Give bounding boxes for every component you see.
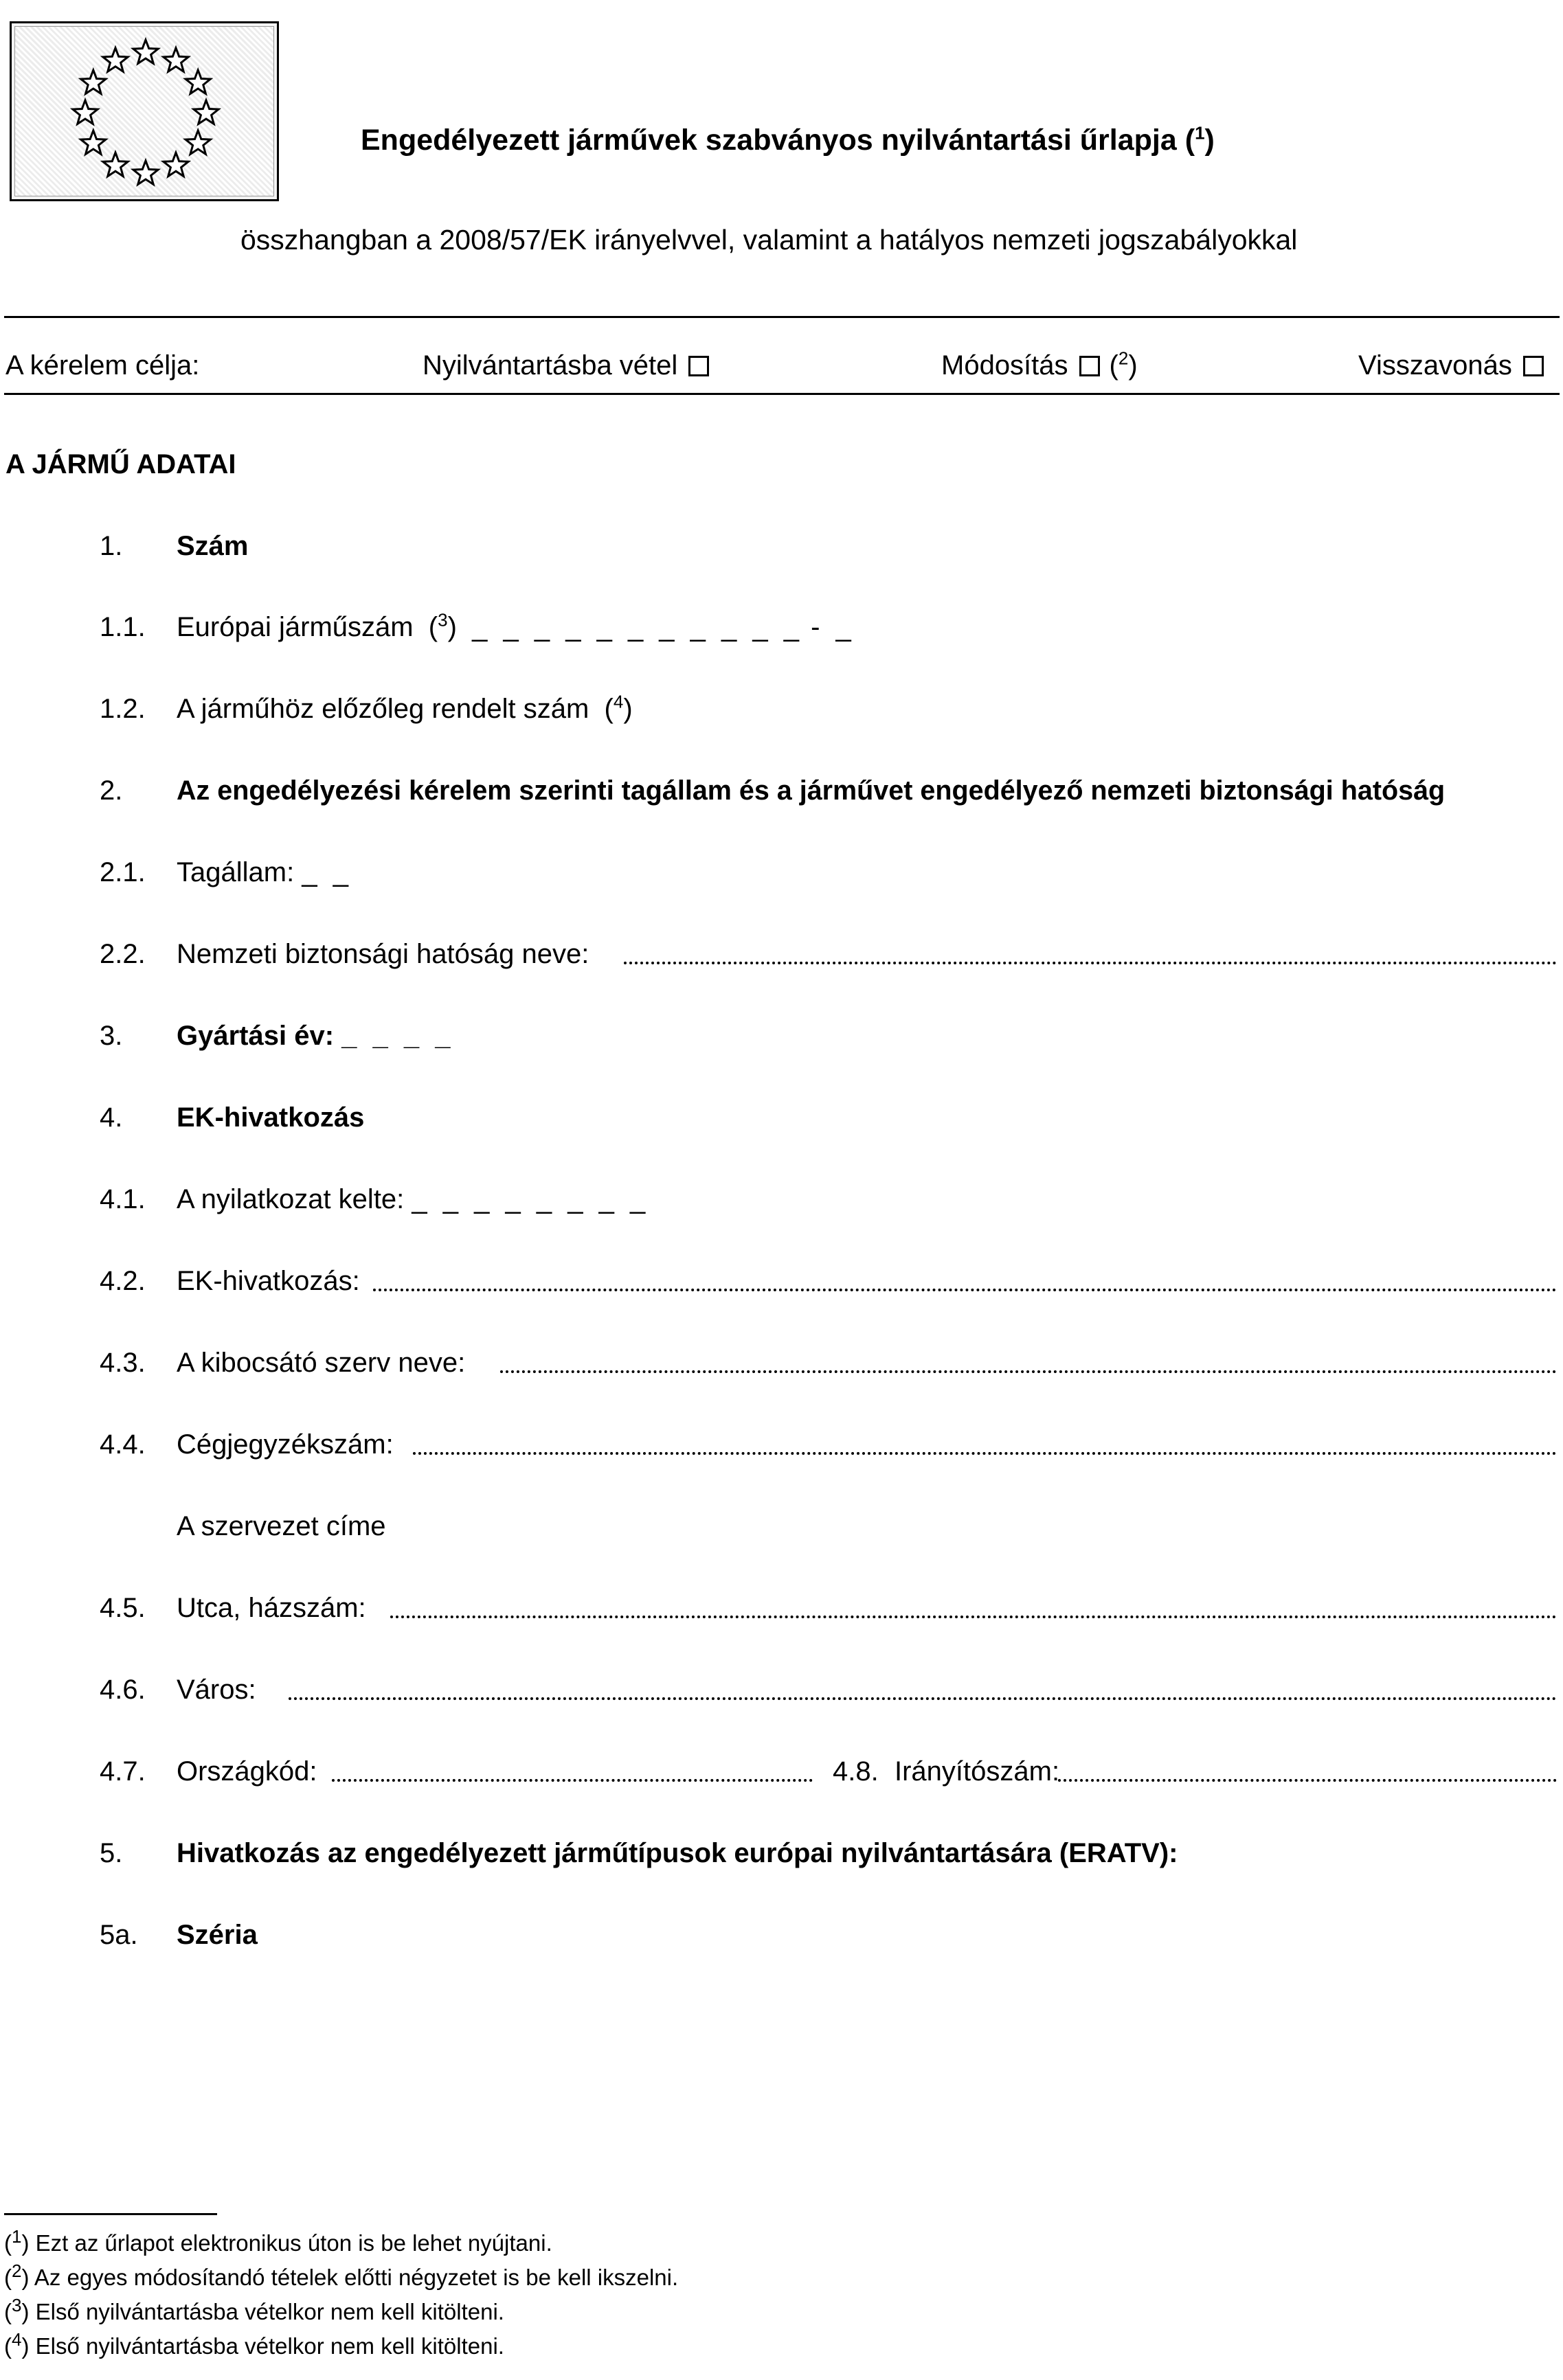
item-2-2-number: 2.2. — [100, 939, 146, 969]
star-icon — [185, 70, 210, 93]
star-icon — [164, 152, 188, 176]
item-4-5-number: 4.5. — [100, 1593, 146, 1623]
item-5a-number: 5a. — [100, 1920, 138, 1950]
divider-top — [4, 316, 1560, 318]
item-4-3-number: 4.3. — [100, 1348, 146, 1378]
item-4-8-label: Irányítószám: — [895, 1756, 1060, 1787]
item-1-number: 1. — [100, 531, 123, 561]
item-4-3-label: A kibocsátó szerv neve: — [177, 1348, 466, 1378]
item-4-2-number: 4.2. — [100, 1266, 146, 1296]
purpose-registration[interactable]: Nyilvántartásba vétel — [423, 349, 709, 382]
item-4-6-input[interactable] — [289, 1697, 1557, 1700]
item-1-2-field[interactable]: A járműhöz előzőleg rendelt szám ($^4$) — [177, 691, 633, 724]
footnote-4: ($^4$) Első nyilvántartásba vételkor nem kell kitölteni. — [4, 2329, 504, 2359]
footnote-rule — [4, 2213, 217, 2215]
item-4-4-input[interactable] — [413, 1452, 1557, 1455]
item-4-4-number: 4.4. — [100, 1429, 146, 1460]
item-5a-label: Széria — [177, 1920, 258, 1950]
star-icon — [103, 152, 128, 176]
modification-checkbox-icon[interactable] — [1079, 356, 1100, 376]
address-heading: A szervezet címe — [177, 1511, 386, 1541]
item-4-7-number: 4.7. — [100, 1756, 146, 1787]
eu-stars-icon — [10, 21, 279, 201]
item-1-label: Szám — [177, 531, 249, 561]
item-4-5-label: Utca, házszám: — [177, 1593, 366, 1623]
item-4-8-input[interactable] — [1058, 1779, 1557, 1782]
item-2-number: 2. — [100, 775, 123, 806]
divider-purpose — [4, 393, 1560, 395]
registration-checkbox-icon[interactable] — [688, 356, 709, 376]
withdrawal-checkbox-icon[interactable] — [1523, 356, 1544, 376]
star-icon — [185, 131, 210, 154]
item-4-number: 4. — [100, 1102, 123, 1133]
item-2-2-label: Nemzeti biztonsági hatóság neve: — [177, 939, 589, 969]
star-icon — [194, 100, 218, 124]
item-3-number: 3. — [100, 1021, 123, 1051]
footnote-2: ($^2$) Az egyes módosítandó tételek előtti négyzetet is be kell ikszelni. — [4, 2260, 679, 2290]
item-1-1-field[interactable]: Európai járműszám ($^3$) _ _ _ _ _ _ _ _ _ _ _ - _ — [177, 609, 855, 642]
item-3-field[interactable]: Gyártási év: _ _ _ _ — [177, 1021, 455, 1051]
footnote-3: ($^3$) Első nyilvántartásba vételkor nem kell kitölteni. — [4, 2295, 504, 2324]
purpose-withdrawal[interactable]: Visszavonás — [1358, 349, 1544, 382]
item-4-7-label: Országkód: — [177, 1756, 317, 1787]
form-subtitle: összhangban a 2008/57/EK irányelvvel, valamint a hatályos nemzeti jogszabályokkal — [240, 224, 1298, 256]
item-4-3-input[interactable] — [500, 1370, 1557, 1373]
item-2-label: Az engedélyezési kérelem szerinti tagállam és a járművet engedélyező nemzeti biztonsági hatóság — [177, 775, 1446, 806]
item-4-6-label: Város: — [177, 1675, 256, 1705]
item-2-2-input[interactable] — [624, 962, 1557, 964]
star-icon — [133, 161, 158, 184]
item-4-2-label: EK-hivatkozás: — [177, 1266, 360, 1296]
item-4-1-field[interactable]: A nyilatkozat kelte: _ _ _ _ _ _ _ _ — [177, 1184, 650, 1214]
purpose-label: A kérelem célja: — [5, 350, 200, 381]
purpose-modification[interactable]: Módosítás ($^2$) — [941, 348, 1138, 381]
item-1-1-number: 1.1. — [100, 612, 146, 642]
item-1-2-number: 1.2. — [100, 694, 146, 724]
item-4-1-number: 4.1. — [100, 1184, 146, 1214]
item-5-number: 5. — [100, 1838, 123, 1868]
star-icon — [81, 70, 106, 93]
item-2-1-number: 2.1. — [100, 857, 146, 887]
item-4-2-input[interactable] — [373, 1289, 1557, 1291]
star-icon — [81, 131, 106, 154]
item-2-1-field[interactable]: Tagállam: _ _ — [177, 857, 352, 887]
footnote-1: ($^1$) Ezt az űrlapot elektronikus úton is be lehet nyújtani. — [4, 2226, 552, 2256]
star-icon — [103, 48, 128, 71]
item-4-8-number: 4.8. — [833, 1756, 879, 1787]
item-4-7-input[interactable] — [332, 1779, 813, 1782]
star-icon — [73, 100, 98, 124]
eu-flag-icon — [10, 21, 279, 201]
star-icon — [164, 48, 188, 71]
item-4-4-label: Cégjegyzékszám: — [177, 1429, 394, 1460]
section-title: A JÁRMŰ ADATAI — [5, 449, 236, 479]
item-4-6-number: 4.6. — [100, 1675, 146, 1705]
form-title: Engedélyezett járművek szabványos nyilvántartási űrlapja ($^1$) — [361, 122, 1215, 157]
item-4-5-input[interactable] — [390, 1616, 1557, 1618]
item-5-label: Hivatkozás az engedélyezett járműtípusok európai nyilvántartására (ERATV): — [177, 1838, 1178, 1868]
item-4-label: EK-hivatkozás — [177, 1102, 365, 1133]
star-icon — [133, 40, 158, 63]
